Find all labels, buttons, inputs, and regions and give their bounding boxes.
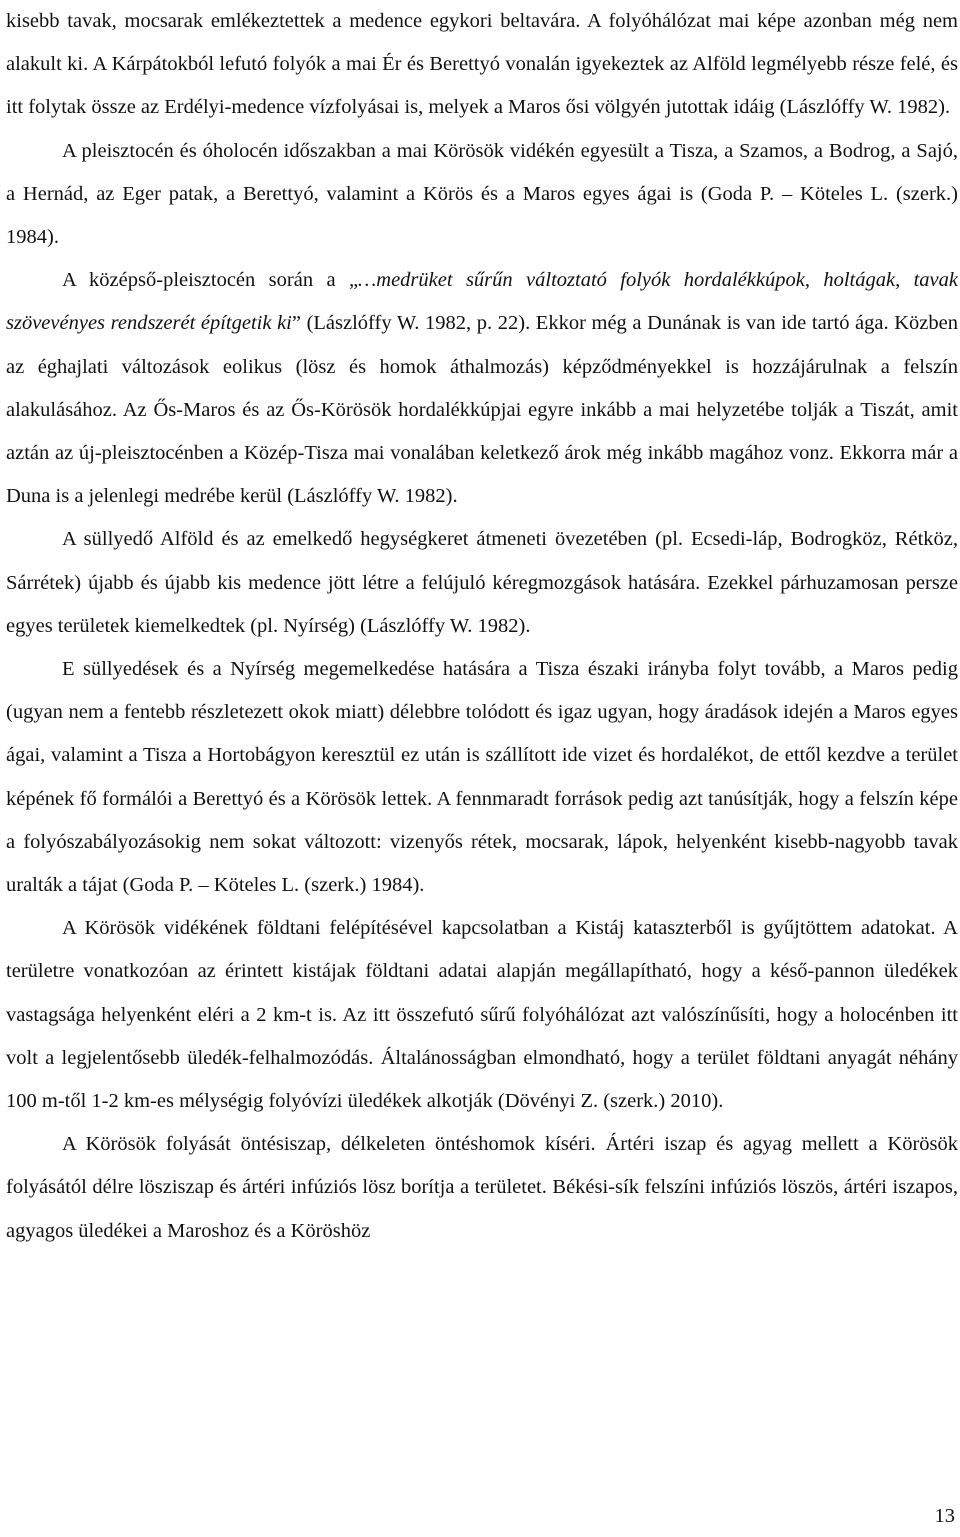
paragraph-lead: A középső-pleisztocén során a „	[62, 269, 359, 292]
paragraph: A pleisztocén és óholocén időszakban a mai Körösök vidékén egyesült a Tisza, a Szamos, a Bodrog, a Sajó, a Hernád, az Eger patak, a Berettyó, valamint a Körös és a Maros egyes ágai is (Goda P. – Köteles L. (szerk.) 1984).	[6, 139, 958, 249]
body-text	[6, 0, 958, 1253]
paragraph: kisebb tavak, mocsarak emlékeztettek a medence egykori beltavára. A folyóhálózat mai képe azonban még nem alakult ki. A Kárpátokból lefutó folyók a mai Ér és Berettyó vonalán igyekeztek az Alföld legmélyebb része felé, és itt folytak össze az Erdélyi-medence vízfolyásai is, melyek a Maros ősi völgyén jutottak idáig (Lászlóffy W. 1982).	[6, 10, 958, 119]
paragraph: A Körösök vidékének földtani felépítésével kapcsolatban a Kistáj kataszterből is gyűjtöttem adatokat. A területre vonatkozóan az érintett kistájak földtani adatai alapján megállapítható, hogy a késő-pannon üledékek vastagsága helyenként eléri a 2 km-t is. Az itt összefutó sűrű folyóhálózat azt valószínűsíti, hogy a holocénben itt volt a legjelentősebb üledék-felhalmozódás. Általánosságban elmondható, hogy a terület földtani anyagát néhány 100 m-től 1-2 km-es mélységig folyóvízi üledékek alkotják (Dövényi Z. (szerk.) 2010).	[6, 917, 958, 1113]
paragraph: A Körösök folyását öntésiszap, délkeleten öntéshomok kíséri. Ártéri iszap és agyag mellett a Körösök folyásától délre lösziszap és ártéri infúziós lösz borítja a területet. Békési-sík felszíni infúziós löszös, ártéri iszapos, agyagos üledékei a Maroshoz és a Köröshöz	[6, 1133, 958, 1242]
paragraph: E süllyedések és a Nyírség megemelkedése hatására a Tisza északi irányba folyt tovább, a Maros pedig (ugyan nem a fentebb részletezett okok miatt) délebbre tolódott és igaz ugyan, hogy áradások idején a Maros egyes ágai, valamint a Tisza a Hortobágyon keresztül ez után is szállított ide vizet és hordalékot, de ettől kezdve a terület képének fő formálói a Berettyó és a Körösök lettek. A fennmaradt források pedig azt tanúsítják, hogy a felszín képe a folyószabályozásokig nem sokat változott: vizenyős rétek, mocsarak, lápok, helyenként kisebb-nagyobb tavak uralták a tájat (Goda P. – Köteles L. (szerk.) 1984).	[6, 658, 958, 897]
page-number: 13	[934, 1505, 955, 1527]
paragraph-with-quote	[6, 259, 958, 518]
paragraph-rest: ” (Lászlóffy W. 1982, p. 22). Ekkor még a Dunának is van ide tartó ága. Közben az éghajlati változások eolikus (lösz és homok áthalmozás) képződményekkel is hozzájárulnak a felszín alakulásához. Az Ős-Maros és az Ős-Körösök hordalékkúpjai egyre inkább a mai helyzetébe tolják a Tiszát, amit aztán az új-pleisztocénben a Közép-Tisza mai vonalában keletkező árok még inkább magához vonz. Ekkorra már a Duna is a jelenlegi medrébe kerül (Lászlóffy W. 1982).	[6, 312, 958, 508]
paragraph: A süllyedő Alföld és az emelkedő hegységkeret átmeneti övezetében (pl. Ecsedi-láp, Bodrogköz, Rétköz, Sárrétek) újabb és újabb kis medence jött létre a felújuló kéregmozgások hatására. Ezekkel párhuzamosan persze egyes területek kiemelkedtek (pl. Nyírség) (Lászlóffy W. 1982).	[6, 528, 958, 637]
quotation: …medrüket sűrűn változtató folyók hordalékkúpok, holtágak, tavak szövevényes rendszerét építgetik ki	[6, 269, 958, 335]
